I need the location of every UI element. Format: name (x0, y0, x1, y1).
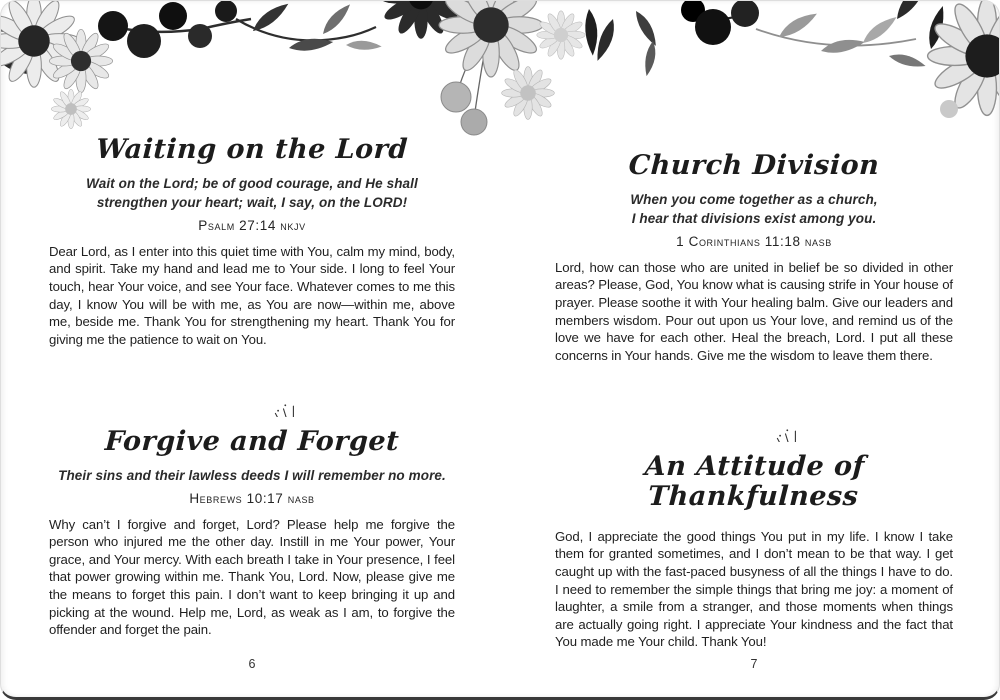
scripture-reference: Psalm 27:14 nkjv (198, 217, 306, 233)
prayer-text: God, I appreciate the good things You put in my life. I know I take them for granted sometimes, and I don’t mean to be that way. I get caught up with the fast-paced busyness of all the things I have to do. I need to remember the simple things that bring me joy: a moment of laughter, a smile from a stranger, and those moments when things are actually going right. I appreciate Your kindness and the fact that You made me Your child. Thank You! (555, 528, 953, 650)
right-page (555, 151, 953, 651)
verse-line: strengthen your heart; wait, I say, on the LORD! (96, 195, 408, 211)
sun-ornament (49, 363, 455, 422)
page-number-right: 7 (750, 657, 758, 671)
scripture-verse (49, 174, 455, 213)
prayer-text: Why can’t I forgive and forget, Lord? Please help me forgive the person who injured me the other day. Instill in me Your power, Your grace, and Your mercy. With each breath I take in Your presence, I feel that power growing within me. Thank You, Lord. Now, please give me the means to forget this pain. I don’t want to keep bringing it up and picking at the wound. Help me, Lord, as weak as I am, to forgive the offender and forget the pain. (49, 516, 455, 638)
prayer-section-church-division (555, 151, 953, 364)
sun-ornament (555, 388, 953, 447)
scripture-verse (555, 190, 953, 229)
prayer-section-forgive-and-forget (49, 427, 455, 638)
section-title: Church Division (627, 150, 881, 181)
prayer-section-attitude-of-thankfulness (555, 452, 953, 651)
verse-line: When you come together as a church, (630, 191, 878, 207)
prayer-text: Dear Lord, as I enter into this quiet time with You, calm my mind, body, and spirit. Take my hand and lead me to Your side. I long to feel Your touch, hear Your voice, and see Your face. Whatever comes to me this day, I know You will be with me, as You are now—within me, above me, beside me. Thank You for strengthening my heart. Thank You for giving me the patience to wait on You. (49, 243, 455, 347)
verse-line: Wait on the Lord; be of good courage, and He shall (86, 175, 418, 191)
section-title: An Attitude of Thankfulness (644, 451, 866, 513)
verse-line: I hear that divisions exist among you. (631, 211, 877, 227)
scripture-verse (49, 466, 455, 486)
left-page (49, 135, 455, 639)
prayer-section-waiting-on-the-lord (49, 135, 455, 348)
prayer-text: Lord, how can those who are united in belief be so divided in other areas? Please, God, You know what is causing strife in Your house of prayer. Please soothe it with Your healing balm. Give our leaders and members wisdom. Pour out upon us Your love, and remind us of the love we have for each other. Heal the breach, Lord. I put all these concerns in Your hands. Give me the wisdom to leave them there. (555, 259, 953, 363)
section-title: Waiting on the Lord (95, 134, 409, 165)
verse-line: Their sins and their lawless deeds I will remember no more. (58, 468, 446, 484)
page-number-left: 6 (248, 657, 256, 671)
section-title: Forgive and Forget (104, 426, 400, 458)
floral-header-illustration (1, 1, 1000, 141)
scripture-reference: Hebrews 10:17 nasb (189, 490, 315, 506)
scripture-reference: 1 Corinthians 11:18 nasb (676, 233, 832, 249)
